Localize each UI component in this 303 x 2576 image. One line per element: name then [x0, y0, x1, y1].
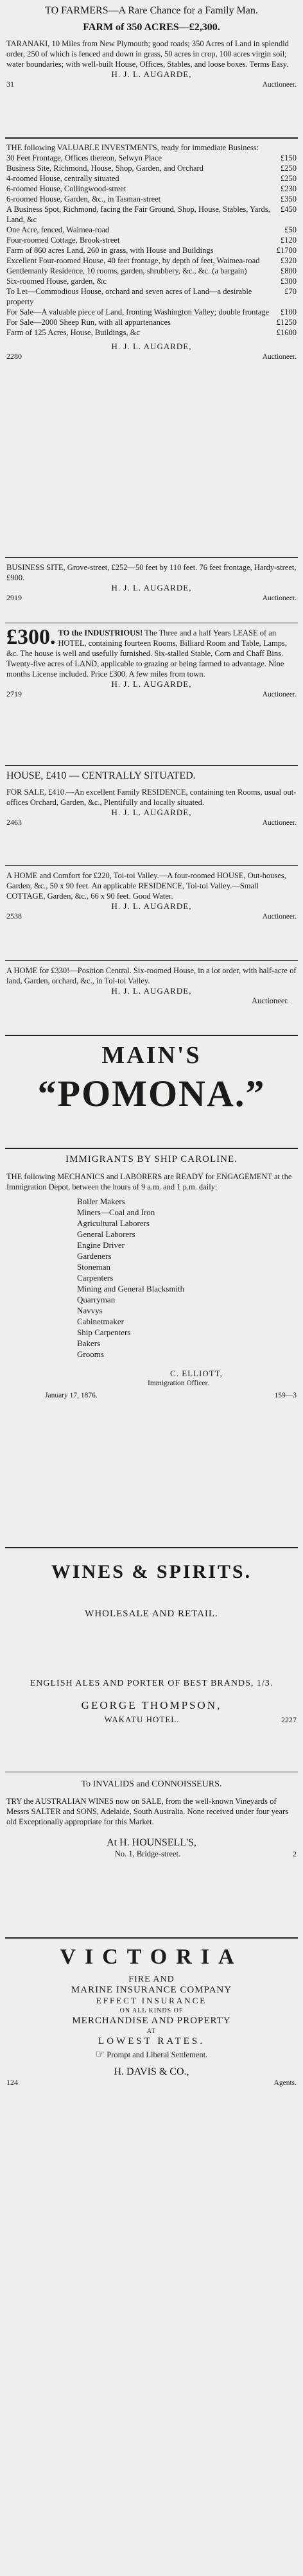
- investment-row: [6, 317, 297, 327]
- hotel-body: The Three and a half Years LEASE of an HOTEL, containing fourteen Rooms, Billiard Room and Table, Lamps, &c. The house is well and usefully furnished. Six-stalled Stable, Corn and Chaff Bins. Twenty-five acres of LAND, applicable to grazing or being farmed to advantage. Nine months License included. Price £300. A few miles from town.: [6, 628, 287, 679]
- divider: [5, 137, 298, 139]
- farm-agent: H. J. L. AUGARDE,: [111, 69, 192, 79]
- pomona-line2: “POMONA.”: [37, 1073, 266, 1114]
- house410-ad: [6, 770, 297, 828]
- australian-at: At H. HOUNSELL'S,: [107, 1837, 196, 1848]
- immigrant-trade: Boiler Makers: [77, 1197, 125, 1206]
- farm-footer: [6, 80, 297, 90]
- investment-text: 4-roomed House, centrally situated: [6, 174, 119, 183]
- home330-body: A HOME for £330!—Position Central. Six-roomed House, in a lot order, with half-acre of land, Garden, orchard, &c., in Toi-toi Valley.: [6, 966, 297, 985]
- hotel-role: Auctioneer.: [262, 691, 297, 698]
- wines-name: GEORGE THOMPSON,: [81, 1699, 222, 1711]
- immigrant-trade: Quarryman: [77, 1295, 116, 1304]
- victoria-line7: LOWEST RATES.: [98, 2036, 205, 2046]
- business-site-role: Auctioneer.: [262, 594, 297, 602]
- immigrants-number: 159—3: [274, 1392, 297, 1399]
- immigrant-trade: Navvys: [77, 1306, 103, 1315]
- investment-price: £150: [281, 153, 297, 162]
- investment-price: £350: [281, 194, 297, 203]
- home330-role: Auctioneer.: [252, 996, 289, 1005]
- investment-text: Six-roomed House, garden, &c: [6, 277, 107, 286]
- home220-role: Auctioneer.: [262, 913, 297, 921]
- investment-text: To Let—Commodious House, orchard and seven acres of Land—a desirable property: [6, 287, 252, 306]
- business-site-agent: H. J. L. AUGARDE,: [111, 583, 192, 592]
- australian-number: 2: [293, 1849, 297, 1858]
- immigrant-trade: Cabinetmaker: [77, 1317, 124, 1326]
- immigrant-trade: Bakers: [77, 1338, 101, 1348]
- business-site-footer: [6, 593, 297, 603]
- investment-row: [6, 235, 297, 245]
- wines-footer: [6, 1715, 297, 1725]
- victoria-role: Agents.: [273, 2079, 297, 2087]
- investment-price: £50: [284, 225, 297, 234]
- australian-footer: [6, 1849, 297, 1859]
- home220-footer: [6, 912, 297, 922]
- business-site-number: 2919: [6, 593, 22, 602]
- investment-row: [6, 245, 297, 255]
- divider: [5, 1547, 298, 1548]
- investment-row: [6, 173, 297, 184]
- investment-text: Four-roomed Cottage, Brook-street: [6, 236, 120, 245]
- investment-text: Farm of 125 Acres, House, Buildings, &c: [6, 328, 140, 337]
- farm-heading: TO FARMERS—A Rare Chance for a Family Man.: [45, 5, 258, 16]
- investment-text: 6-roomed House, Garden, &c., in Tasman-street: [6, 194, 161, 203]
- immigrant-trade: Stoneman: [77, 1262, 110, 1272]
- investment-price: £230: [281, 184, 297, 193]
- wines-title: WINES & SPIRITS.: [51, 1561, 252, 1582]
- wines-ales: ENGLISH ALES AND PORTER OF BEST BRANDS, 1/3.: [30, 1679, 273, 1688]
- wines-hotel: WAKATU HOTEL.: [104, 1715, 180, 1724]
- business-site-ad: [6, 562, 297, 603]
- investment-text: Farm of 860 acres Land, 260 in grass, with House and Buildings: [6, 246, 214, 255]
- immigrant-trade: Miners—Coal and Iron: [77, 1207, 155, 1217]
- investment-text: Gentlemanly Residence, 10 rooms, garden, shrubbery, &c., &c. (a bargain): [6, 266, 247, 275]
- farm-role: Auctioneer.: [262, 81, 297, 89]
- victoria-agent: H. DAVIS & CO.,: [114, 2066, 189, 2077]
- house410-heading: HOUSE, £410 — CENTRALLY SITUATED.: [6, 770, 196, 781]
- investment-row: [6, 276, 297, 286]
- immigrants-signer-role: Immigration Officer.: [148, 1379, 209, 1387]
- hotel-agent: H. J. L. AUGARDE,: [111, 679, 192, 689]
- farm-number: 31: [6, 80, 14, 89]
- investment-text: A Business Spot, Richmond, facing the Fair Ground, Shop, House, Stables, Yards, Land, &c: [6, 205, 270, 224]
- divider: [5, 765, 298, 766]
- divider: [5, 960, 298, 961]
- investment-price: £250: [281, 164, 297, 173]
- victoria-line3: EFFECT INSURANCE: [96, 1996, 207, 2005]
- immigrant-trade: Engine Driver: [77, 1240, 125, 1250]
- investment-price: £800: [281, 266, 297, 275]
- immigrant-trade: Gardeners: [77, 1251, 112, 1261]
- investment-row: [6, 225, 297, 235]
- immigrant-trade: General Laborers: [77, 1229, 135, 1239]
- farm-ad: [6, 5, 297, 90]
- immigrant-trade: Mining and General Blacksmith: [77, 1284, 185, 1293]
- home220-ad: [6, 870, 297, 922]
- investment-text: Excellent Four-roomed House, 40 feet frontage, by depth of feet, Waimea-road: [6, 256, 260, 265]
- home330-ad: [6, 965, 297, 1006]
- investments-ad: [6, 143, 297, 362]
- investments-role: Auctioneer.: [262, 353, 297, 361]
- immigrants-ad: [6, 1154, 297, 1401]
- investment-text: For Sale—2000 Sheep Run, with all appurtenances: [6, 318, 171, 327]
- divider: [5, 865, 298, 866]
- immigrants-footer: [6, 1391, 297, 1401]
- house410-body: FOR SALE, £410.—An excellent Family RESIDENCE, containing ten Rooms, usual out-offices Orchard, Garden, &c., Plentifully and locally situated.: [6, 788, 297, 807]
- victoria-line4: ON ALL KINDS OF: [119, 2007, 184, 2014]
- house410-number: 2463: [6, 818, 22, 827]
- investment-price: £1600: [276, 328, 297, 337]
- victoria-line5: MERCHANDISE AND PROPERTY: [72, 2016, 231, 2026]
- victoria-settlement: [6, 2050, 297, 2060]
- house410-agent: H. J. L. AUGARDE,: [111, 808, 192, 817]
- investment-price: £70: [284, 287, 297, 296]
- hotel-ad: [6, 625, 297, 700]
- investment-row: [6, 266, 297, 276]
- investment-row: [6, 194, 297, 204]
- victoria-line2: MARINE INSURANCE COMPANY: [71, 1985, 232, 1995]
- victoria-title: VICTORIA: [60, 1945, 243, 1969]
- hotel-number: 2719: [6, 689, 22, 698]
- investments-footer: [6, 352, 297, 362]
- divider: [5, 1035, 298, 1036]
- home220-number: 2538: [6, 912, 22, 921]
- investment-price: £1250: [276, 318, 297, 327]
- investments-intro: THE following VALUABLE INVESTMENTS, ready for immediate Business:: [6, 143, 259, 152]
- investment-price: £450: [281, 205, 297, 214]
- investment-text: 6-roomed House, Collingwood-street: [6, 184, 126, 193]
- farm-title: FARM of 350 ACRES—£2,300.: [83, 22, 220, 33]
- pomona-ad: [6, 1041, 297, 1115]
- investment-text: Business Site, Richmond, House, Shop, Garden, and Orchard: [6, 164, 203, 173]
- farm-body: TARANAKI, 10 Miles from New Plymouth; good roads; 350 Acres of Land in splendid order, 250 of which is fenced and down in grass, 50 acres in crop, 100 acres virgin soil; water boundaries; with well-built House, Offices, Stables, and loose boxes. Terms Easy.: [6, 39, 289, 69]
- investment-row: [6, 286, 297, 307]
- investment-price: £300: [281, 277, 297, 286]
- investment-price: £320: [281, 256, 297, 265]
- immigrant-trade: Grooms: [77, 1349, 104, 1359]
- victoria-line6: AT: [146, 2028, 157, 2035]
- home330-agent: H. J. L. AUGARDE,: [111, 986, 192, 996]
- home220-body: A HOME and Comfort for £220, Toi-toi Valley.—A four-roomed HOUSE, Out-houses, Garden, &c., 50 x 90 feet. An applicable RESIDENCE, Toi-toi Valley.—Small COTTAGE, Garden, &c., 66 x 90 feet. Good Water.: [6, 871, 286, 901]
- investments-list: [6, 153, 297, 338]
- pointing-hand-icon: ☞: [95, 2049, 105, 2060]
- business-site-text: BUSINESS SITE, Grove-street, £252—50 feet by 110 feet. 76 feet frontage, Hardy-street, £900.: [6, 563, 297, 582]
- investment-row: [6, 184, 297, 194]
- immigrants-signer: C. ELLIOTT,: [170, 1369, 223, 1378]
- investment-price: £1700: [276, 246, 297, 255]
- australian-address: No. 1, Bridge-street.: [114, 1849, 181, 1858]
- house410-role: Auctioneer.: [262, 819, 297, 827]
- australian-ad: [6, 1779, 297, 1859]
- australian-body: TRY the AUSTRALIAN WINES now on SALE, from the well-known Vineyards of Messrs SALTER and SONS, Adelaide, South Australia. None received under four years old Exceptionally appropriate for this Market.: [6, 1797, 289, 1826]
- investment-text: For Sale—A valuable piece of Land, fronting Washington Valley; double frontage: [6, 307, 270, 316]
- immigrant-trade: Agricultural Laborers: [77, 1218, 150, 1228]
- wines-subtitle: WHOLESALE AND RETAIL.: [85, 1609, 218, 1619]
- immigrant-trade: Ship Carpenters: [77, 1327, 131, 1337]
- house410-footer: [6, 818, 297, 828]
- victoria-footer: [6, 2078, 297, 2088]
- investment-price: £120: [281, 236, 297, 245]
- hotel-price: £300.: [6, 625, 56, 649]
- investment-row: [6, 153, 297, 163]
- home220-agent: H. J. L. AUGARDE,: [111, 901, 192, 911]
- wines-ad: [6, 1561, 297, 1725]
- hotel-lead: TO the INDUSTRIOUS!: [58, 628, 143, 637]
- divider: [5, 1148, 298, 1149]
- pomona-line1: MAIN'S: [101, 1042, 202, 1069]
- investment-price: £100: [281, 307, 297, 316]
- victoria-ad: [6, 1945, 297, 2088]
- immigrant-trade: Carpenters: [77, 1273, 114, 1283]
- divider: [5, 557, 298, 558]
- investment-row: [6, 327, 297, 338]
- immigrants-date: January 17, 1876.: [45, 1392, 98, 1399]
- immigrants-body: THE following MECHANICS and LABORERS are READY for ENGAGEMENT at the Immigration Depot, between the hours of 9 a.m. and 1 p.m. daily:: [6, 1172, 292, 1191]
- investment-row: [6, 307, 297, 317]
- wines-number: 2227: [281, 1715, 297, 1724]
- investment-row: [6, 163, 297, 173]
- victoria-number: 124: [6, 2078, 18, 2087]
- victoria-line1: FIRE AND: [128, 1975, 175, 1984]
- immigrants-list: [6, 1196, 297, 1360]
- investment-text: One Acre, fenced, Waimea-road: [6, 225, 110, 234]
- australian-heading: To INVALIDS and CONNOISSEURS.: [81, 1779, 222, 1789]
- investment-price: £250: [281, 174, 297, 183]
- investment-row: [6, 255, 297, 266]
- investment-text: 30 Feet Frontage, Offices thereon, Selwyn Place: [6, 153, 162, 162]
- hotel-footer: [6, 689, 297, 700]
- immigrants-heading: IMMIGRANTS BY SHIP CAROLINE.: [65, 1154, 238, 1164]
- divider: [5, 1937, 298, 1939]
- investments-agent: H. J. L. AUGARDE,: [111, 341, 192, 351]
- investments-number: 2280: [6, 352, 22, 361]
- investment-row: [6, 204, 297, 225]
- victoria-line8: Prompt and Liberal Settlement.: [107, 2050, 208, 2059]
